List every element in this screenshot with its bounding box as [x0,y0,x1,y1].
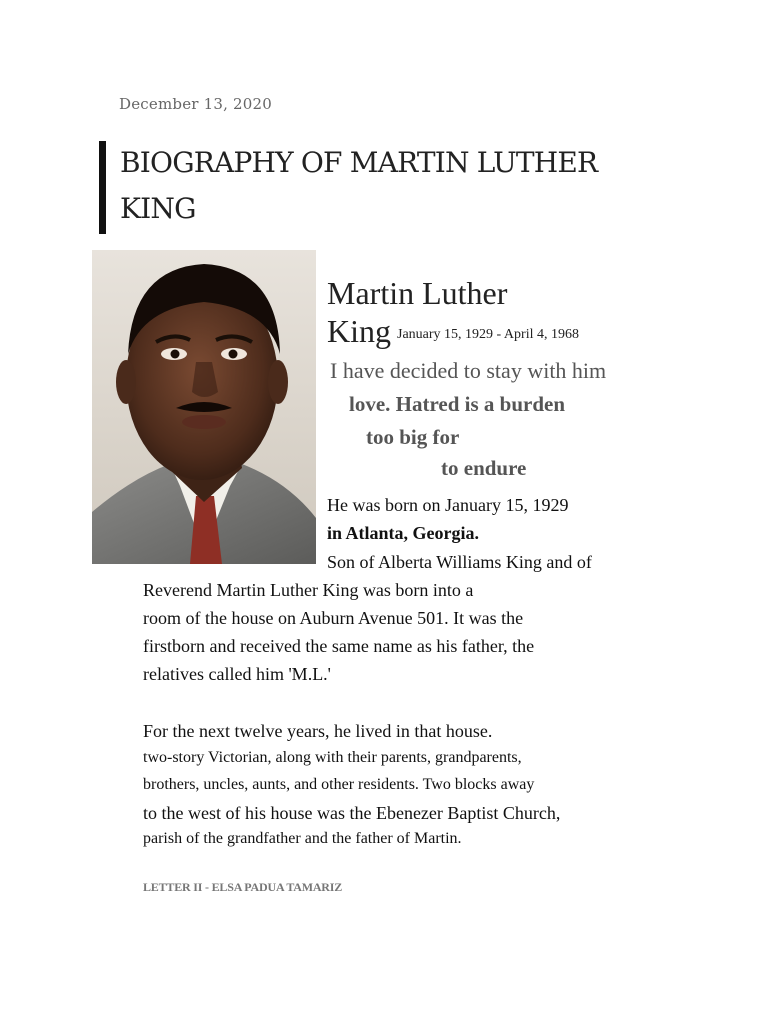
paragraph-line: Son of Alberta Williams King and of [327,552,592,572]
person-name-line-2: King [327,313,391,349]
paragraph-line: For the next twelve years, he lived in that house. [143,721,493,741]
quote-line: I have decided to stay with him [330,358,607,383]
paragraph-line: parish of the grandfather and the father of Martin. [143,830,462,847]
paragraph-line: room of the house on Auburn Avenue 501. It was the [143,608,524,628]
paragraph-line: in Atlanta, Georgia. [327,523,479,543]
paragraph-line: He was born on January 15, 1929 [327,495,569,515]
paragraph-line: to the west of his house was the Ebenezer Baptist Church, [143,803,561,823]
quote-line: love. Hatred is a burden [349,392,566,416]
quote-line: to endure [441,456,527,480]
portrait-image [92,250,316,564]
page-title [120,140,640,232]
post-date: December 13, 2020 [119,95,273,113]
paragraph-line: brothers, uncles, aunts, and other residents. Two blocks away [143,776,535,793]
quote-line: too big for [366,425,460,449]
person-name-line-1: Martin Luther [327,275,508,311]
life-dates: January 15, 1929 - April 4, 1968 [397,326,579,342]
paragraph-line: relatives called him 'M.L.' [143,664,331,684]
page-title-line-1: BIOGRAPHY OF MARTIN LUTHER [120,146,598,179]
paragraph-line: firstborn and received the same name as his father, the [143,636,535,656]
footer-credit: LETTER II - ELSA PADUA TAMARIZ [143,880,343,894]
person-name [327,274,579,354]
page-title-line-2: KING [120,192,196,225]
title-accent-bar [99,141,106,234]
paragraph-line: Reverend Martin Luther King was born into a [143,580,474,600]
paragraph-line: two-story Victorian, along with their parents, grandparents, [143,749,522,766]
